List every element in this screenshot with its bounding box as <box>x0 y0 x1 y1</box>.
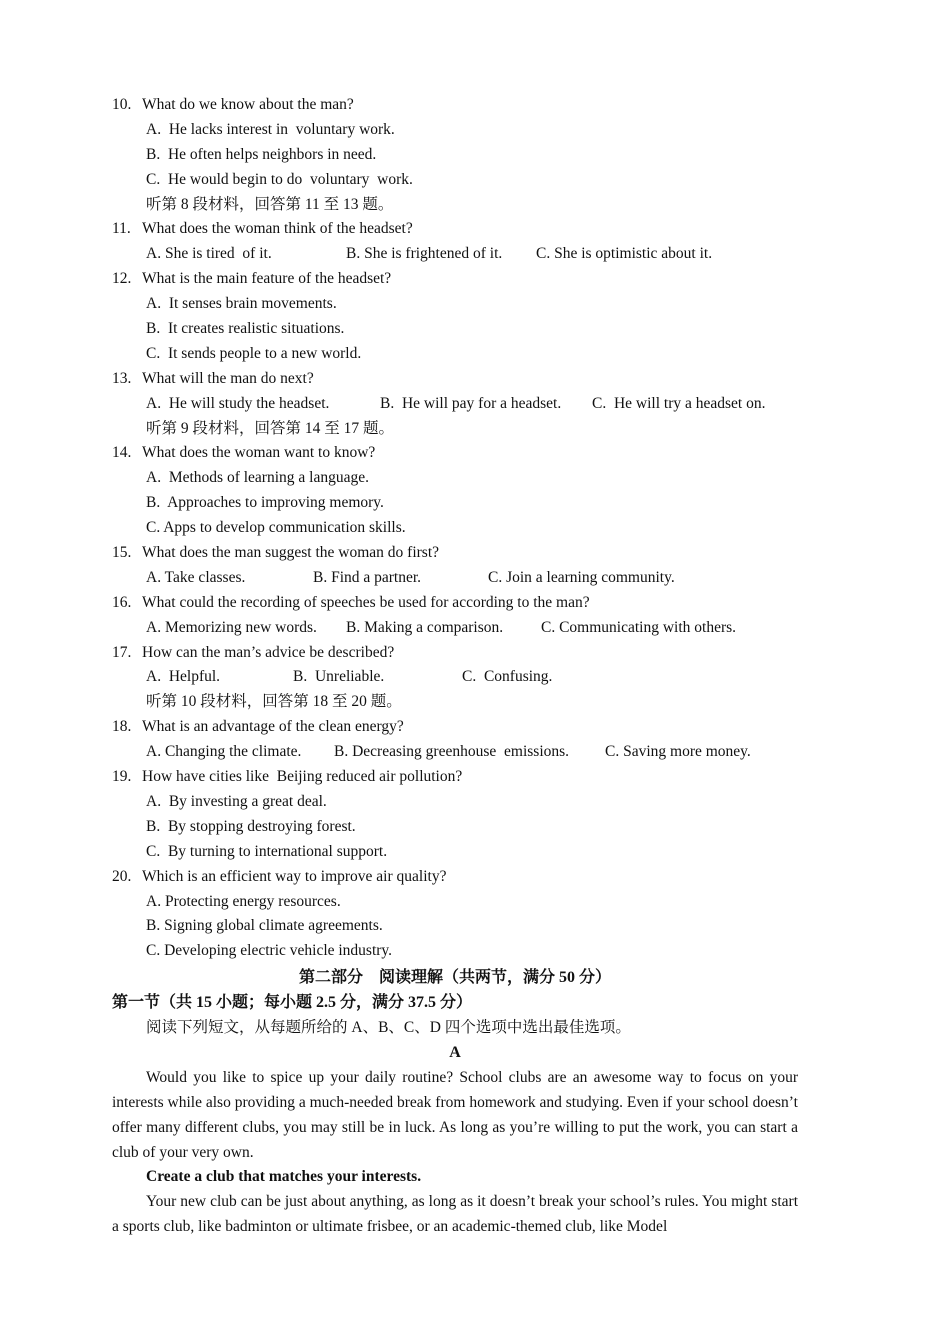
option-c: C. He would begin to do voluntary work. <box>146 170 413 188</box>
option-a: A. Protecting energy resources. <box>146 892 341 910</box>
option-b: B. Unreliable. <box>293 668 385 686</box>
option-c: C. She is optimistic about it. <box>536 245 713 263</box>
question-text: What will the man do next? <box>142 369 314 387</box>
option-c: C. He will try a headset on. <box>592 394 766 412</box>
options-row <box>112 665 798 690</box>
passage-paragraph-2: Your new club can be just about anything, as long as it doesn’t break your school’s rules. You might start a sports club, like badminton or ultimate frisbee, or an academic-themed club, like Model <box>112 1193 798 1236</box>
option-b: B. It creates realistic situations. <box>146 320 345 338</box>
question-text: What does the man suggest the woman do first? <box>142 544 440 562</box>
option-a: A. She is tired of it. <box>146 245 272 263</box>
question-text: What could the recording of speeches be used for according to the man? <box>142 593 590 611</box>
question-16: 16. What could the recording of speeches be used for according to the man? <box>112 593 590 611</box>
options-row <box>112 740 798 765</box>
option-c: C. Saving more money. <box>605 743 751 761</box>
question-text: How can the man’s advice be described? <box>142 643 395 661</box>
option-a: A. By investing a great deal. <box>146 792 327 810</box>
question-text: What is the main feature of the headset? <box>142 270 392 288</box>
option-a: A. Helpful. <box>146 668 221 686</box>
option-a: A. Methods of learning a language. <box>146 469 369 487</box>
options-row <box>112 242 798 267</box>
options-row <box>112 616 798 641</box>
option-b: B. Making a comparison. <box>346 618 504 636</box>
option-c: C. Communicating with others. <box>541 618 737 636</box>
option-a: A. Take classes. <box>146 568 246 586</box>
question-text: Which is an efficient way to improve air quality? <box>142 867 447 885</box>
option-c: C. It sends people to a new world. <box>146 344 362 362</box>
question-text: How have cities like Beijing reduced air pollution? <box>142 768 463 786</box>
option-b: B. Find a partner. <box>313 568 422 586</box>
option-c: C. Confusing. <box>462 668 553 686</box>
option-c: C. Apps to develop communication skills. <box>146 519 406 537</box>
option-c: C. By turning to international support. <box>146 842 388 860</box>
question-text: What is an advantage of the clean energy? <box>142 718 404 736</box>
question-15: 15. What does the man suggest the woman do first? <box>112 544 440 562</box>
option-b: B. He will pay for a headset. <box>380 394 562 412</box>
options-row <box>112 392 798 417</box>
question-11: 11. What does the woman think of the headset? <box>112 220 413 238</box>
passage-paragraph-1: Would you like to spice up your daily routine? School clubs are an awesome way to focus on your interests while also providing a much-needed break from homework and studying. Even if your school doesn’t offer many different clubs, you may still be in luck. As long as you’re willing to put the work, you can start a club of your very own. <box>112 1068 798 1161</box>
passage-label: A <box>449 1043 461 1061</box>
option-a: A. He will study the headset. <box>146 394 330 412</box>
part-two-title: 第二部分 阅读理解（共两节，满分 50 分） <box>298 969 611 987</box>
option-a: A. Changing the climate. <box>146 743 302 761</box>
question-text: What does the woman want to know? <box>142 444 376 462</box>
listening-note-8: 听第 8 段材料，回答第 11 至 13 题。 <box>146 195 394 213</box>
option-a: A. Memorizing new words. <box>146 618 317 636</box>
option-b: B. Approaches to improving memory. <box>146 494 384 512</box>
question-13: 13. What will the man do next? <box>112 369 314 387</box>
option-a: A. He lacks interest in voluntary work. <box>146 120 395 138</box>
options-row <box>112 566 798 591</box>
question-12: 12. What is the main feature of the headset? <box>112 270 392 288</box>
option-c: C. Join a learning community. <box>488 568 675 586</box>
passage-subheading: Create a club that matches your interests. <box>146 1168 422 1186</box>
question-text: What does the woman think of the headset? <box>142 220 413 238</box>
option-b: B. Signing global climate agreements. <box>146 917 383 935</box>
option-a: A. It senses brain movements. <box>146 295 337 313</box>
section-instructions: 阅读下列短文，从每题所给的 A、B、C、D 四个选项中选出最佳选项。 <box>146 1019 631 1037</box>
question-18: 18. What is an advantage of the clean energy? <box>112 718 404 736</box>
question-20: 20. Which is an efficient way to improve air quality? <box>112 867 447 885</box>
question-text: What do we know about the man? <box>142 96 354 113</box>
option-c: C. Developing electric vehicle industry. <box>146 942 393 960</box>
section-one-title: 第一节（共 15 小题；每小题 2.5 分，满分 37.5 分） <box>112 994 473 1012</box>
question-10: 10. What do we know about the man? <box>112 96 354 113</box>
option-b: B. By stopping destroying forest. <box>146 817 356 835</box>
question-14: 14. What does the woman want to know? <box>112 444 376 462</box>
exam-page <box>112 93 798 1240</box>
option-b: B. He often helps neighbors in need. <box>146 145 377 163</box>
question-17: 17. How can the man’s advice be described? <box>112 643 395 661</box>
question-19: 19. How have cities like Beijing reduced air pollution? <box>112 768 463 786</box>
listening-note-9: 听第 9 段材料，回答第 14 至 17 题。 <box>146 419 395 437</box>
option-b: B. Decreasing greenhouse emissions. <box>334 743 570 761</box>
option-b: B. She is frightened of it. <box>346 245 503 263</box>
listening-note-10: 听第 10 段材料，回答第 18 至 20 题。 <box>146 693 402 711</box>
